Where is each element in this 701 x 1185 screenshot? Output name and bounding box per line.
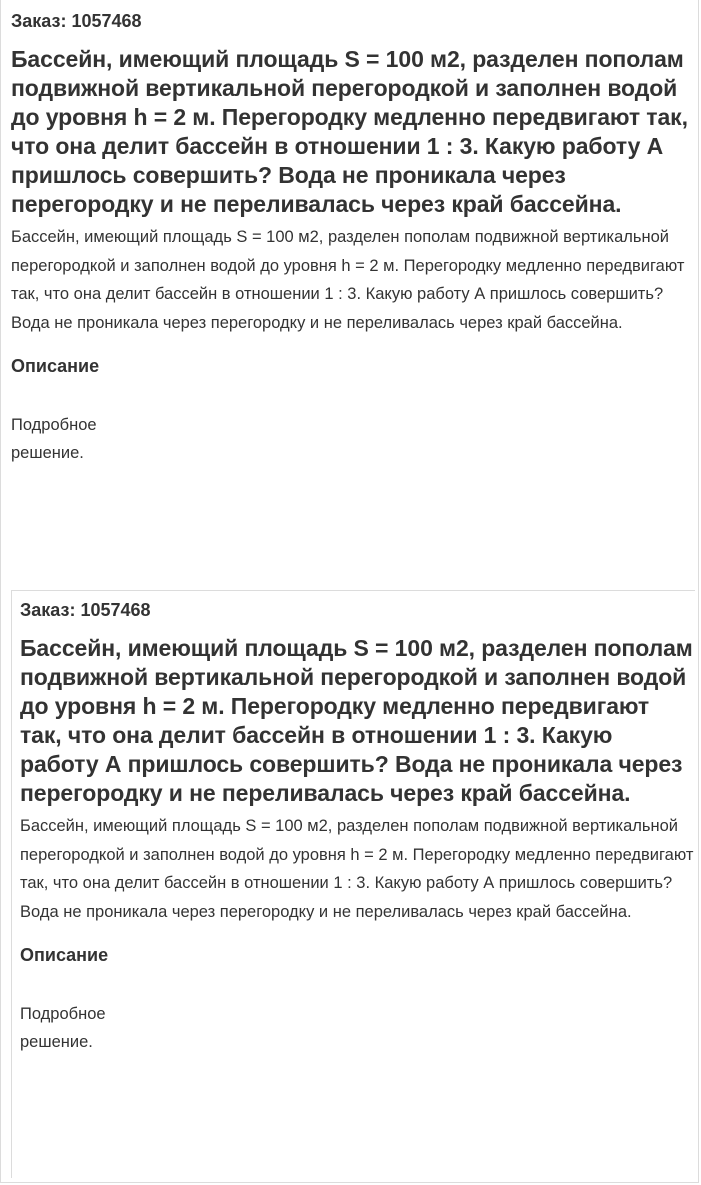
order-block-primary xyxy=(11,8,695,467)
problem-title: Бассейн, имеющий площадь S = 100 м2, разделен пополам подвижной вертикальной перегородкой и заполнен водой до уровня h = 2 м. Перегородку медленно передвигают так, что она делит бассейн в отношении 1 : 3. Какую работу А пришлось совершить? Вода не проникала через перегородку и не переливалась через край бассейна. xyxy=(11,46,688,217)
problem-title: Бассейн, имеющий площадь S = 100 м2, разделен пополам подвижной вертикальной перегородкой и заполнен водой до уровня h = 2 м. Перегородку медленно передвигают так, что она делит бассейн в отношении 1 : 3. Какую работу А пришлось совершить? Вода не проникала через перегородку и не переливалась через край бассейна. xyxy=(20,635,693,806)
problem-text: Бассейн, имеющий площадь S = 100 м2, разделен пополам подвижной вертикальной перегородкой и заполнен водой до уровня h = 2 м. Перегородку медленно передвигают так, что она делит бассейн в отношении 1 : 3. Какую работу А пришлось совершить? Вода не проникала через перегородку и не переливалась через край бассейна. xyxy=(20,817,694,921)
description-heading: Описание xyxy=(20,945,109,965)
description-heading: Описание xyxy=(11,356,100,376)
problem-text: Бассейн, имеющий площадь S = 100 м2, разделен пополам подвижной вертикальной перегородкой и заполнен водой до уровня h = 2 м. Перегородку медленно передвигают так, что она делит бассейн в отношении 1 : 3. Какую работу А пришлось совершить? Вода не проникала через перегородку и не переливалась через край бассейна. xyxy=(11,228,685,332)
order-block-embedded xyxy=(11,590,695,1178)
order-number: Заказ: 1057468 xyxy=(11,11,142,31)
order-number: Заказ: 1057468 xyxy=(20,600,151,620)
description-text: Подробное решение. xyxy=(11,416,97,462)
description-text: Подробное решение. xyxy=(20,1005,106,1051)
